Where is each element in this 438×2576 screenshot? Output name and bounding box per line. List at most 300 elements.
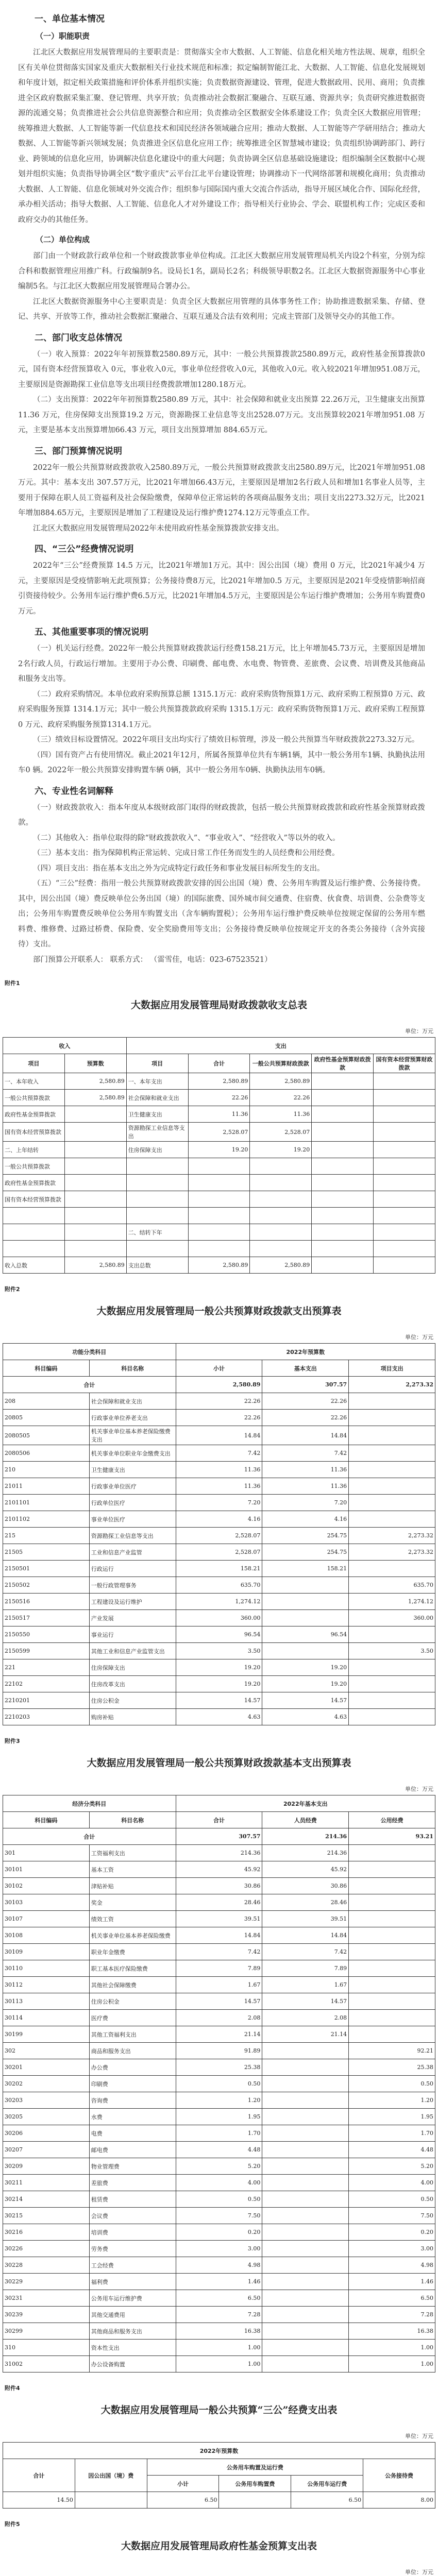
table-cell: 6.50 [349, 2290, 435, 2307]
table-cell [262, 2109, 349, 2125]
table-cell [64, 1123, 126, 1142]
table-cell: 30199 [3, 2026, 90, 2043]
table-cell [188, 1208, 250, 1224]
table-cell [349, 1511, 435, 1528]
table-cell: 国有资本经营预算拨款 [3, 1191, 65, 1208]
table-cell [374, 1208, 435, 1224]
table-cell: 1.20 [349, 2092, 435, 2109]
column-header: 小计 [176, 1360, 262, 1377]
table-cell: 机关事业单位职业年金缴费支出 [89, 1445, 176, 1462]
table-cell: 30202 [3, 2076, 90, 2092]
table-cell: 30205 [3, 2109, 90, 2125]
table-row [3, 1241, 435, 1257]
table-cell: 14.57 [176, 1993, 262, 2010]
table-cell: 水费 [89, 2109, 176, 2125]
table-cell: 254.75 [262, 1544, 349, 1561]
budget-table [3, 1037, 435, 1274]
table-cell: 92.21 [349, 2043, 435, 2059]
table-cell: 14.84 [176, 1426, 262, 1445]
table-cell: 1,274.12 [176, 1594, 262, 1610]
table-cell [262, 2076, 349, 2092]
table-cell: 21.14 [176, 2026, 262, 2043]
table-cell [349, 1462, 435, 1478]
table-cell: 7.28 [176, 2307, 262, 2323]
table-cell: 0.20 [176, 2224, 262, 2241]
column-header: 人员经费 [262, 1812, 349, 1828]
table-cell [349, 1894, 435, 1911]
table-cell [262, 2257, 349, 2274]
table-row [3, 1478, 435, 1495]
table-cell [250, 1158, 312, 1175]
table-cell [262, 2208, 349, 2224]
table-cell [312, 1090, 374, 1106]
table-row [3, 2356, 435, 2372]
table-cell: 22.26 [250, 1090, 312, 1106]
table-cell: 8.00 [363, 2492, 435, 2509]
table-cell: 5.20 [349, 2158, 435, 2175]
table-cell [64, 1142, 126, 1158]
table-row [3, 2059, 435, 2076]
table-cell [250, 1191, 312, 1208]
table-cell [64, 1208, 126, 1224]
table-cell: 2080505 [3, 1426, 90, 1445]
section-heading: 五、其他重要事项的情况说明 [35, 627, 148, 637]
table-row [3, 1224, 435, 1241]
table-row [3, 1123, 435, 1142]
table-cell: 4.98 [349, 2257, 435, 2274]
column-header: 公务用车购置费 [219, 2476, 291, 2492]
column-header: 公用经费 [349, 1812, 435, 1828]
table-cell [126, 1158, 188, 1175]
table-cell: 7.20 [176, 1495, 262, 1511]
paragraph: （四）国有资产占有使用情况。截止2021年12月，所属各预算单位共有车辆1辆，其中一般公务用车1辆、执勤执法用车0 辆。2022年一般公共预算安排购置车辆 0辆，其中一般公务用车0辆、执勤执法用车0辆。 [18, 751, 425, 774]
table-cell [262, 2043, 349, 2059]
table-cell: 19.20 [188, 1142, 250, 1158]
table-cell: 卫生健康支出 [89, 1462, 176, 1478]
table-cell: 30109 [3, 1944, 90, 1960]
table-cell: 21011 [3, 1478, 90, 1495]
section-heading: 一、单位基本情况 [35, 14, 105, 24]
table-cell [349, 1861, 435, 1878]
table-header [3, 1038, 435, 1073]
table-cell: 30206 [3, 2125, 90, 2142]
table-row [3, 1511, 435, 1528]
table-cell: 7.50 [176, 2208, 262, 2224]
table-cell: 一般公共预算拨款 [3, 1158, 65, 1175]
table-cell: 158.21 [262, 1561, 349, 1577]
table-cell: 津贴补贴 [89, 1878, 176, 1894]
column-header: 基本支出 [262, 1360, 349, 1377]
table-cell: 28.46 [176, 1894, 262, 1911]
attachment-label: 附件5 [5, 2521, 20, 2528]
table-cell [349, 1561, 435, 1577]
table-row [3, 1142, 435, 1158]
table-cell: 1.95 [349, 2109, 435, 2125]
table-cell: 2,273.32 [349, 1544, 435, 1561]
column-header: 公务用车运行费 [291, 2476, 363, 2492]
table-cell [188, 1241, 250, 1257]
table-row [3, 1993, 435, 2010]
table-cell [262, 2125, 349, 2142]
table-row [3, 2076, 435, 2092]
table-cell: 2101102 [3, 1511, 90, 1528]
table-cell: 635.70 [349, 1577, 435, 1594]
table-row [3, 2492, 435, 2509]
table-cell: 行政单位医疗 [89, 1495, 176, 1511]
budget-table [3, 2442, 435, 2509]
table-cell: 办公设备购置 [89, 2356, 176, 2372]
header-row [3, 2443, 435, 2459]
table-row [3, 1257, 435, 1274]
table-cell: 2210201 [3, 1692, 90, 1709]
attachment-label: 附件1 [5, 980, 20, 987]
table-cell: 7.89 [176, 1960, 262, 1977]
header-row [3, 2459, 435, 2476]
table-cell [349, 1692, 435, 1709]
table-cell: 30207 [3, 2142, 90, 2158]
column-header: 国有资本经营预算财政拨款 [374, 1054, 435, 1073]
table-cell: 254.75 [262, 1528, 349, 1544]
column-header: 项目支出 [349, 1360, 435, 1377]
table-cell [262, 2307, 349, 2323]
table-cell [188, 1175, 250, 1191]
table-cell: 7.89 [262, 1960, 349, 1977]
header-row [3, 1812, 435, 1828]
paragraph: （一）收入预算：2022年年初预算数2580.89万元，其中：一般公共预算拨款2580.89万元，政府性基金预算拨款0元，国有资本经营预算收入 0元，事业收入0元，事业单位经营收入0元，其他收入0元。收入较2021年增加951.08万元，主要原因是资源勘探工业信息等支出项目经费拨款增加1280.18万元。 [18, 350, 425, 389]
column-header: 科目名称 [89, 1812, 176, 1828]
table-row [3, 1894, 435, 1911]
table-row [3, 1861, 435, 1878]
table-cell: 4.48 [349, 2142, 435, 2158]
table-cell: 4.98 [176, 2257, 262, 2274]
column-header: 科目编码 [3, 1812, 90, 1828]
table-cell: 机关事业单位基本养老保险缴费 [89, 1927, 176, 1944]
table-cell: 0.50 [349, 2076, 435, 2092]
table-cell [374, 1257, 435, 1274]
table-cell: 2150599 [3, 1643, 90, 1659]
table-cell: 2,580.89 [250, 1073, 312, 1090]
table-cell: 0.50 [176, 2076, 262, 2092]
table-cell: 45.92 [176, 1861, 262, 1878]
table-row [3, 1528, 435, 1544]
table-cell [312, 1073, 374, 1090]
column-header: 合计 [3, 2459, 75, 2492]
table-cell: 1.67 [262, 1977, 349, 1993]
table-cell: 3.00 [349, 2241, 435, 2257]
table-row [3, 1594, 435, 1610]
table-cell: 2101101 [3, 1495, 90, 1511]
table-row [3, 1676, 435, 1692]
table-body [3, 1377, 435, 1725]
table-cell [349, 1960, 435, 1977]
total-cell: 93.21 [349, 1828, 435, 1845]
column-header: 政府性基金预算财政拨款 [312, 1054, 374, 1073]
table-cell: 工业和信息产业监管 [89, 1544, 176, 1561]
unit-label: 单位：万元 [405, 2433, 433, 2439]
table-title: 大数据应用发展管理局政府性基金预算支出表 [121, 2540, 317, 2552]
table-cell: 14.84 [176, 1927, 262, 1944]
table-cell: 2,580.89 [64, 1090, 126, 1106]
table-cell: 11.36 [262, 1462, 349, 1478]
table-cell: 19.20 [262, 1676, 349, 1692]
table-cell: 福利费 [89, 2274, 176, 2290]
table-cell: 产业发展 [89, 1610, 176, 1626]
table-cell: 住房公积金 [89, 1993, 176, 2010]
table-cell: 30.86 [262, 1878, 349, 1894]
table-cell: 302 [3, 2043, 90, 2059]
table-cell: 电费 [89, 2125, 176, 2142]
table-cell: 收入总数 [3, 1257, 65, 1274]
table-cell: 2,528.07 [176, 1544, 262, 1561]
table-cell [262, 2059, 349, 2076]
table-cell: 4.16 [262, 1511, 349, 1528]
table-row [3, 1426, 435, 1445]
table-cell: 4.16 [176, 1511, 262, 1528]
table-body [3, 1073, 435, 1274]
table-row [3, 2290, 435, 2307]
table-cell: 机关事业单位基本养老保险缴费支出 [89, 1426, 176, 1445]
table-cell [126, 1191, 188, 1208]
table-row [3, 1561, 435, 1577]
table-cell [312, 1191, 374, 1208]
table-cell: 30103 [3, 1894, 90, 1911]
table-cell [312, 1123, 374, 1142]
table-cell: 11.36 [262, 1478, 349, 1495]
table-cell: 租赁费 [89, 2191, 176, 2208]
table-cell: 劳务费 [89, 2241, 176, 2257]
table-cell: 96.54 [176, 1626, 262, 1643]
table-cell [349, 2026, 435, 2043]
table-cell: 7.28 [349, 2307, 435, 2323]
header-row [3, 1054, 435, 1073]
total-cell: 2,273.32 [349, 1377, 435, 1393]
table-cell: 1.46 [349, 2274, 435, 2290]
table-cell: 2,273.32 [349, 1528, 435, 1544]
table-cell [312, 1257, 374, 1274]
paragraph: 部门由一个财政款行政单位和一个财政拨款事业单位构成。江北区大数据应用发展管理局机关内设2个科室，分别为综合科和数据管理应用推广科。行政编制9名。设局长1名，副局长2名；科级领导职数2名。江北区大数据资源服务中心事业编制5名。与江北区大数据应用发展管理局合署办公。 [18, 252, 425, 291]
table-cell: 行政事业单位养老支出 [89, 1410, 176, 1426]
total-cell: 2,580.89 [176, 1377, 262, 1393]
table-cell: 培训费 [89, 2224, 176, 2241]
attachment-table-section [3, 2520, 435, 2576]
table-cell: 一、本年收入 [3, 1073, 65, 1090]
section-heading: 二、部门收支总体情况 [35, 332, 122, 343]
column-header: 项目 [3, 1054, 65, 1073]
table-cell: 奖金 [89, 1894, 176, 1911]
table-cell: 30231 [3, 2290, 90, 2307]
table-row [3, 2208, 435, 2224]
table-row [3, 2224, 435, 2241]
table-cell [312, 1175, 374, 1191]
unit-label: 单位：万元 [405, 2569, 433, 2575]
table-row [3, 2257, 435, 2274]
table-cell: 14.57 [176, 1692, 262, 1709]
table-row [3, 1659, 435, 1676]
table-cell: 7.42 [176, 1944, 262, 1960]
column-header: 合计 [176, 1812, 262, 1828]
table-cell: 二、上年结转 [3, 1142, 65, 1158]
table-row [3, 2175, 435, 2191]
table-cell: 0.50 [176, 2191, 262, 2208]
table-cell: 一般公共预算拨款 [3, 1090, 65, 1106]
table-cell [349, 1626, 435, 1643]
table-cell: 1.46 [176, 2274, 262, 2290]
table-row [3, 1944, 435, 1960]
table-cell [262, 2340, 349, 2356]
table-cell [64, 1106, 126, 1123]
table-cell: 635.70 [176, 1577, 262, 1594]
table-row [3, 1445, 435, 1462]
table-row [3, 1073, 435, 1090]
table-cell [262, 2175, 349, 2191]
table-row [3, 1911, 435, 1927]
table-row [3, 2307, 435, 2323]
table-cell [262, 2191, 349, 2208]
column-header: 一般公共预算财政拨款 [250, 1054, 312, 1073]
table-row [3, 1495, 435, 1511]
table-cell [312, 1224, 374, 1241]
table-cell [262, 2142, 349, 2158]
table-row [3, 2142, 435, 2158]
paragraph: 江北区大数据应用发展管理局2022年未使用政府性基金预算拨款安排支出。 [33, 524, 284, 533]
table-cell [349, 1993, 435, 2010]
table-header [3, 1795, 435, 1828]
table-cell [312, 1241, 374, 1257]
table-cell: 6.50 [176, 2290, 262, 2307]
table-cell [374, 1175, 435, 1191]
paragraph: 2022年一般公共预算财政拨款收入2580.89万元，一般公共预算财政拨款支出2580.89万元，比2021年增加951.08万元。其中：基本支出 307.57万元，比2021年增加66.43万元，主要原因是增加2名行政人员和增加1名事业人员等，主要用于保障在职人员工资福利及社会保险缴费，保障单位正常运转的各项商品服务支出；项目支出2273.32万元，比2021年增加884.65万元，主要原因是增加了工程建设及运行维护费1274.12万元等重点工作。 [18, 463, 425, 517]
table-cell [262, 2356, 349, 2372]
table-cell [349, 1659, 435, 1676]
table-cell: 6.50 [147, 2492, 219, 2509]
table-cell [262, 1594, 349, 1610]
table-cell: 一般行政管理事务 [89, 1577, 176, 1594]
table-cell: 45.92 [262, 1861, 349, 1878]
table-cell [219, 2492, 291, 2509]
table-cell [349, 1495, 435, 1511]
table-cell: 其他交通费用 [89, 2307, 176, 2323]
table-row [3, 2109, 435, 2125]
attachment-table-section [3, 979, 435, 1274]
table-cell: 2,580.89 [64, 1257, 126, 1274]
table-cell: 会议费 [89, 2208, 176, 2224]
paragraph: 2022年“三公”经费预算 14.5 万元，比2021年增加1万元。其中：因公出国（境）费用 0 万元，比2021年减少4 万元，主要原因是受疫情影响无此项预算；公务接待费8万元，比2021年增加0.5 万元，主要原因是2021年受疫情影响招商引资接待较少。公务用车运行维护费6.5万元，比2021年增加4.5万元，主要原因是公车运行维护费增加；公务用车购置费0万元。 [18, 562, 425, 616]
table-cell [188, 1224, 250, 1241]
column-header: 科目编码 [3, 1360, 90, 1377]
table-title: 大数据应用发展管理局一般公共预算财政拨款基本支出预算表 [87, 1757, 351, 1769]
section-heading: 四、“三公”经费情况说明 [35, 544, 134, 554]
table-cell: 30201 [3, 2059, 90, 2076]
table-cell: 2,580.89 [250, 1257, 312, 1274]
paragraph: （二）政府采购情况。本单位政府采购预算总额 1315.1万元：政府采购货物预算1万元、政府采购工程预算0 万元、政府采购服务预算 1314.1万元；其中一般公共预算拨款政府采购 1315.1万元：政府采购货物预算1万元、政府采购工程预算 0 万元、政府采购服务预算1314.1万元。 [18, 690, 425, 729]
budget-explanation [3, 11, 435, 968]
table-cell: 1.95 [176, 2109, 262, 2125]
table-cell: 30114 [3, 2010, 90, 2026]
table-cell: 19.20 [262, 1659, 349, 1676]
table-row [3, 1610, 435, 1626]
table-cell [188, 1158, 250, 1175]
column-header: 项目 [126, 1054, 188, 1073]
table-cell: 2150502 [3, 1577, 90, 1594]
table-cell: 214.36 [176, 1845, 262, 1861]
table-body [3, 1828, 435, 2372]
table-cell: 91.89 [176, 2043, 262, 2059]
paragraph: （三）绩效目标设置情况。2022年项目支出均实行了绩效目标管理，涉及一般公共预算当年财政拨款2273.32万元。 [33, 736, 419, 744]
table-cell: 2210203 [3, 1709, 90, 1725]
table-cell: 22.26 [262, 1393, 349, 1410]
table-row [3, 1643, 435, 1659]
table-cell: 2,528.07 [176, 1528, 262, 1544]
table-cell: 16.38 [176, 2323, 262, 2340]
column-header: 2022年预算数 [176, 1344, 435, 1360]
table-cell [64, 1241, 126, 1257]
table-cell [349, 1878, 435, 1894]
total-cell: 307.57 [176, 1828, 262, 1845]
table-cell: 96.54 [262, 1626, 349, 1643]
table-cell: 11.36 [250, 1106, 312, 1123]
table-cell: 14.57 [262, 1993, 349, 2010]
attachment-table-section [3, 1285, 435, 1725]
table-cell [262, 2224, 349, 2241]
table-cell: 1.00 [176, 2340, 262, 2356]
table-cell: 19.20 [176, 1659, 262, 1676]
column-header: 收入 [3, 1038, 127, 1054]
table-cell: 360.00 [349, 1610, 435, 1626]
attachment-label: 附件3 [5, 1738, 20, 1744]
table-cell [374, 1090, 435, 1106]
table-cell: 30226 [3, 2241, 90, 2257]
table-cell [349, 2010, 435, 2026]
table-row [3, 2092, 435, 2109]
total-cell: 307.57 [262, 1377, 349, 1393]
table-cell: 39.51 [176, 1911, 262, 1927]
table-cell: 7.42 [262, 1445, 349, 1462]
table-cell: 30112 [3, 1977, 90, 1993]
table-row [3, 2340, 435, 2356]
paragraph: （五）“三公”经费：指用一般公共预算财政拨款安排的因公出国（境）费、公务用车购置及运行维护费、公务接待费。其中，因公出国（境）费反映单位公务出国（境）的国际旅费、国外城市间交通费、住宿费、伙食费、培训费、公杂费等支出；公务用车购置费反映单位公务用车购置支出（含车辆购置税）；公务用车运行维护费反映单位按规定保留的公务用车燃料费、维修费、过路过桥费、保险费、安全奖励费用等支出；公务接待费反映单位按规定开支的各类公务接待（含外宾接待）支出。 [18, 879, 425, 948]
table-row [3, 1090, 435, 1106]
table-row [3, 2241, 435, 2257]
section-heading: 三、部门预算情况说明 [35, 446, 122, 456]
table-cell [312, 1208, 374, 1224]
table-cell: 其他社会保障缴费 [89, 1977, 176, 1993]
table-cell [262, 1643, 349, 1659]
table-row [3, 1977, 435, 1993]
header-row [3, 1344, 435, 1360]
table-cell: 221 [3, 1659, 90, 1676]
table-cell: 工资福利支出 [89, 1845, 176, 1861]
table-cell: 资源勘探工业信息等支出 [89, 1528, 176, 1544]
column-header: 公务用车购置及运行费 [147, 2459, 363, 2476]
table-row [3, 1709, 435, 1725]
table-cell: 19.20 [176, 1676, 262, 1692]
table-row [3, 1175, 435, 1191]
table-cell: 310 [3, 2340, 90, 2356]
column-header: 预算数 [64, 1054, 126, 1073]
table-cell: 购房补贴 [89, 1709, 176, 1725]
table-cell: 工会经费 [89, 2257, 176, 2274]
table-cell: 30101 [3, 1861, 90, 1878]
table-cell: 30215 [3, 2208, 90, 2224]
table-cell: 5.20 [176, 2158, 262, 2175]
table-cell: 3.50 [349, 1643, 435, 1659]
table-cell [349, 1410, 435, 1426]
total-cell: 214.36 [262, 1828, 349, 1845]
table-cell: 1.00 [349, 2340, 435, 2356]
paragraph: （一）机关运行经费。2022年一般公共预算财政拨款运行经费158.21万元，比上年增加45.73万元，主要原因是增加2名行政人员，行政运行增加。主要用于办公费、印刷费、邮电费、水电费、物管费、差旅费、会议费、培训费及其他商品和服务支出等。 [18, 645, 425, 683]
table-cell: 其他商品和服务支出 [89, 2323, 176, 2340]
table-row [3, 1626, 435, 1643]
